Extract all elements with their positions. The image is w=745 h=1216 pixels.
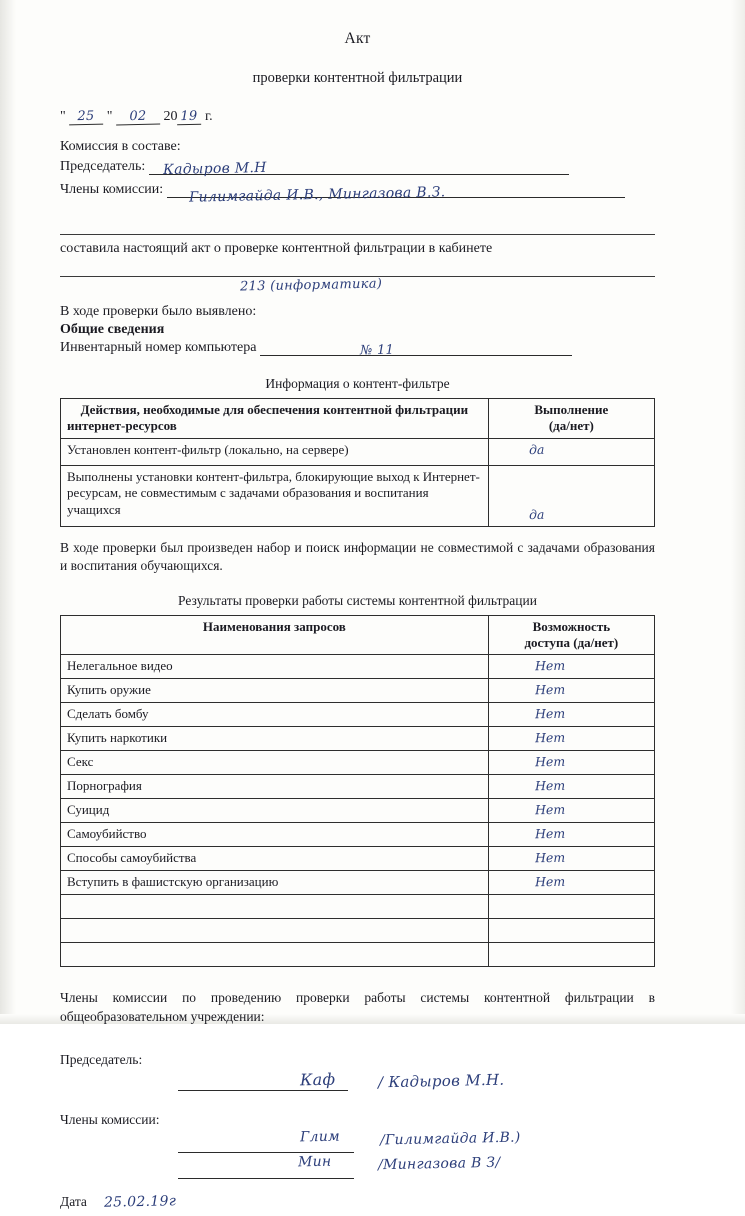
table2-access-6-value: Нет [534,802,565,818]
final-date-row [60,1194,655,1216]
table2-access-4 [488,751,654,775]
table2-query-6: Суицид [61,799,489,823]
sign-members-label: Члены комиссии: [60,1111,160,1127]
table1-action-1: Выполнены установки контент-фильтра, блокирующие выход к Интернет-ресурсам, не совместимым с задачами образования и воспитания учащихся [61,465,489,526]
sign-member2-signature: Мин [297,1153,332,1171]
table-row [61,823,655,847]
table2-header-right-line1: Возможность [532,618,611,634]
date-year-prefix: 20 [163,109,178,124]
commission-intro: Комиссия в составе: [60,139,181,154]
inventory-value: № 11 [359,342,395,359]
table1-result-1 [488,465,654,526]
table2-access-0 [488,655,654,679]
table-row [61,775,655,799]
table2-access-9-value: Нет [534,874,565,890]
table2-access-2 [488,703,654,727]
date-year-suffix: г. [204,109,213,124]
table2-access-5-value: Нет [534,778,565,794]
table2-access-2-value: Нет [534,706,565,722]
document-body [60,0,655,1216]
members-extra-rule [60,234,655,235]
sign-member1-row [60,1128,655,1164]
members-label: Члены комиссии: [60,182,164,197]
table2-access-6 [488,799,654,823]
table2-access-8-value: Нет [534,850,565,866]
table2-query-2: Сделать бомбу [61,703,489,727]
table2-query-11 [61,919,489,943]
inventory-row [60,340,655,360]
scan-edge-right [731,0,745,1024]
document-title: Акт [344,30,371,47]
room-value: 213 (информатика) [239,276,383,295]
table2-query-3: Купить наркотики [61,727,489,751]
date-label: Дата [60,1193,87,1209]
table1-result-0-value: да [528,441,545,457]
chairman-value: Кадыров М.Н [162,159,267,179]
found-label: В ходе проверки было выявлено: [60,304,257,319]
table2-access-3-value: Нет [534,730,565,746]
sign-member2-row [60,1153,655,1188]
table2-query-8: Способы самоубийства [61,847,489,871]
table1-header-right-line1: Выполнение [534,402,609,417]
results-table [60,615,655,968]
table2-header-right-line2: доступа (да/нет) [524,635,619,651]
document-subtitle: проверки контентной фильтрации [252,70,463,86]
table-row [61,919,655,943]
table2-access-12 [488,943,654,967]
table1-header-result [488,399,654,439]
sign-chairman-signature: Каф [299,1069,336,1090]
table2-query-0: Нелегальное видео [61,655,489,679]
table2-access-11 [488,919,654,943]
sign-chairman-label: Председатель: [60,1051,143,1067]
sign-member1-name: /Гилимгайда И.В.) [379,1129,521,1149]
table2-query-4: Секс [61,751,489,775]
table2-query-10 [61,895,489,919]
table2-query-1: Купить оружие [61,679,489,703]
table2-access-1-value: Нет [534,682,565,698]
table2-query-5: Порнография [61,775,489,799]
table-row [61,727,655,751]
members-value: Гилимгайда И.В., Мингазова В.З. [188,184,446,206]
sign-member2-name: /Мингазова В З/ [377,1154,501,1174]
sign-chairman-name: / Кадыров М.Н. [377,1070,505,1092]
table1-result-1-value: да [528,506,545,522]
filter-info-caption: Информация о контент-фильтре [265,376,450,391]
date-day: 25 [69,109,103,126]
table2-access-7 [488,823,654,847]
table2-access-4-value: Нет [534,754,565,770]
table-row [61,895,655,919]
table-row [61,871,655,895]
inventory-label: Инвентарный номер компьютера [60,340,257,355]
scan-edge-left [0,0,16,1024]
chairman-row [60,159,655,180]
table-row [61,438,655,465]
table2-access-10 [488,895,654,919]
table2-access-9 [488,871,654,895]
table2-header-access [488,615,654,655]
table2-query-7: Самоубийство [61,823,489,847]
table2-access-3 [488,727,654,751]
table-row [61,751,655,775]
table2-access-7-value: Нет [534,826,565,842]
final-date-value: 25.02.19г [104,1193,177,1211]
table-row [61,799,655,823]
table1-action-0: Установлен контент-фильтр (локально, на сервере) [61,438,489,465]
chairman-label: Председатель: [60,159,146,174]
signature-block [60,1052,655,1216]
table-row [61,465,655,526]
table2-query-12 [61,943,489,967]
table-row [61,847,655,871]
filter-info-table [60,398,655,527]
table2-query-9: Вступить в фашистскую организацию [61,871,489,895]
table1-header-right-line2: (да/нет) [548,418,594,434]
date-quote-close: " [106,109,113,124]
table2-header-query: Наименования запросов [61,615,489,655]
search-paragraph: В ходе проверки был произведен набор и поиск информации не совместимой с задачами образования и воспитания обучающихся. [60,539,655,573]
table-row [61,679,655,703]
results-caption: Результаты проверки работы системы контентной фильтрации [178,592,537,608]
date-quote-open: " [60,109,66,124]
table-header-row [61,615,655,655]
table2-access-0-value: Нет [534,658,565,674]
table2-access-5 [488,775,654,799]
date-month: 02 [116,109,160,126]
act-statement: составила настоящий акт о проверке контентной фильтрации в кабинете [60,241,493,256]
sign-chairman-row [60,1069,655,1110]
document-date-line [60,109,655,129]
room-row [60,276,655,300]
table2-access-8 [488,847,654,871]
table-row [61,943,655,967]
sign-member1-signature: Глим [299,1128,341,1146]
members-row [60,182,655,218]
table-header-row [61,399,655,439]
general-info-heading: Общие сведения [60,322,165,337]
closing-paragraph: Члены комиссии по проведению проверки работы системы контентной фильтрации в общеобразовательном учреждении: [60,990,655,1024]
table1-header-actions [61,399,489,439]
table1-header-line1: Действия, необходимые для обеспечения контентной фильтрации [80,402,469,417]
table-row [61,703,655,727]
date-year: 19 [177,109,201,125]
table1-header-line2: интернет-ресурсов [67,418,177,434]
table-row [61,655,655,679]
table2-access-1 [488,679,654,703]
table1-result-0 [488,438,654,465]
